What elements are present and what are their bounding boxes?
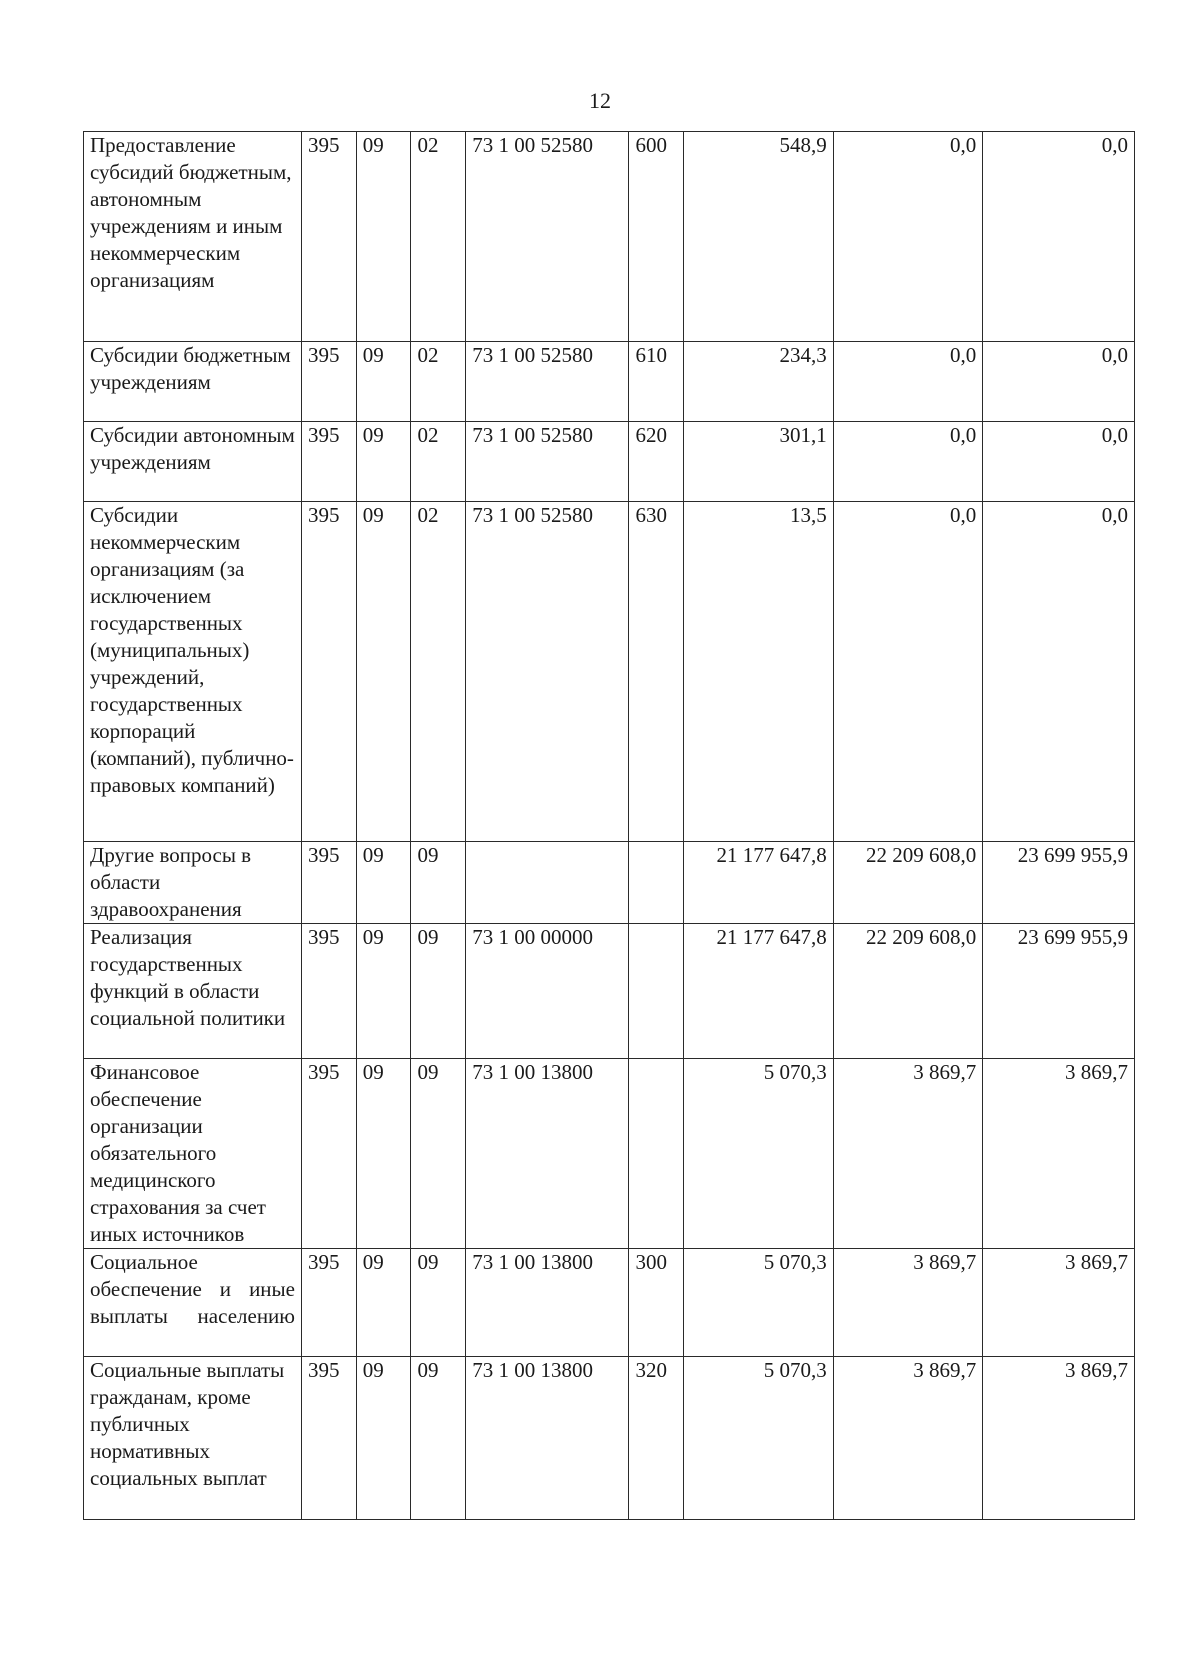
table-row	[84, 842, 1135, 924]
col-year1: 5 070,3	[684, 1059, 834, 1249]
col-rz: 09	[356, 342, 411, 422]
col-year3: 0,0	[983, 422, 1135, 502]
col-year3: 3 869,7	[983, 1059, 1135, 1249]
col-csr: 73 1 00 13800	[466, 1059, 629, 1249]
col-gr: 395	[301, 422, 356, 502]
col-csr: 73 1 00 00000	[466, 924, 629, 1059]
page-number: 12	[589, 88, 611, 113]
table-row	[84, 342, 1135, 422]
col-rz: 09	[356, 842, 411, 924]
col-pr: 02	[411, 502, 466, 842]
col-year1: 21 177 647,8	[684, 924, 834, 1059]
col-vr: 600	[629, 132, 684, 342]
col-gr: 395	[301, 1059, 356, 1249]
col-year1: 301,1	[684, 422, 834, 502]
col-pr: 09	[411, 1357, 466, 1520]
col-csr: 73 1 00 52580	[466, 342, 629, 422]
col-year3: 23 699 955,9	[983, 842, 1135, 924]
col-rz: 09	[356, 422, 411, 502]
col-year1: 5 070,3	[684, 1249, 834, 1357]
col-year1: 234,3	[684, 342, 834, 422]
col-vr: 620	[629, 422, 684, 502]
col-year2: 0,0	[833, 132, 983, 342]
col-rz: 09	[356, 502, 411, 842]
col-vr: 300	[629, 1249, 684, 1357]
col-year1: 13,5	[684, 502, 834, 842]
col-gr: 395	[301, 132, 356, 342]
row-name: Социальные выплаты гражданам, кроме публичных нормативных социальных выплат	[84, 1357, 302, 1520]
col-vr	[629, 924, 684, 1059]
col-year3: 3 869,7	[983, 1249, 1135, 1357]
col-year3: 23 699 955,9	[983, 924, 1135, 1059]
row-name: Субсидии бюджетным учреждениям	[84, 342, 302, 422]
col-vr: 630	[629, 502, 684, 842]
col-pr: 02	[411, 422, 466, 502]
col-rz: 09	[356, 1249, 411, 1357]
table-row	[84, 1357, 1135, 1520]
row-name: Предоставление субсидий бюджетным, автономным учреждениям и иным некоммерческим организациям	[84, 132, 302, 342]
row-name: Финансовое обеспечение организации обязательного медицинского страхования за счет иных источников	[84, 1059, 302, 1249]
row-name: Социальное обеспечение и иные выплаты населению	[84, 1249, 302, 1357]
col-year3: 3 869,7	[983, 1357, 1135, 1520]
col-csr: 73 1 00 13800	[466, 1249, 629, 1357]
col-gr: 395	[301, 1357, 356, 1520]
col-rz: 09	[356, 1357, 411, 1520]
col-year1: 21 177 647,8	[684, 842, 834, 924]
budget-table	[83, 131, 1135, 1520]
col-rz: 09	[356, 1059, 411, 1249]
col-vr: 610	[629, 342, 684, 422]
col-rz: 09	[356, 924, 411, 1059]
col-year2: 3 869,7	[833, 1357, 983, 1520]
col-gr: 395	[301, 924, 356, 1059]
col-pr: 09	[411, 842, 466, 924]
table-row	[84, 502, 1135, 842]
col-csr: 73 1 00 52580	[466, 502, 629, 842]
col-csr: 73 1 00 52580	[466, 132, 629, 342]
table-row	[84, 1059, 1135, 1249]
col-csr: 73 1 00 52580	[466, 422, 629, 502]
col-year2: 0,0	[833, 502, 983, 842]
col-year3: 0,0	[983, 342, 1135, 422]
col-year2: 0,0	[833, 422, 983, 502]
col-year3: 0,0	[983, 132, 1135, 342]
col-gr: 395	[301, 342, 356, 422]
col-gr: 395	[301, 842, 356, 924]
col-rz: 09	[356, 132, 411, 342]
col-csr	[466, 842, 629, 924]
col-pr: 09	[411, 924, 466, 1059]
col-year2: 22 209 608,0	[833, 924, 983, 1059]
col-year3: 0,0	[983, 502, 1135, 842]
col-year2: 0,0	[833, 342, 983, 422]
table-row	[84, 924, 1135, 1059]
col-vr	[629, 1059, 684, 1249]
col-year1: 548,9	[684, 132, 834, 342]
table-row	[84, 422, 1135, 502]
row-name: Другие вопросы в области здравоохранения	[84, 842, 302, 924]
col-gr: 395	[301, 502, 356, 842]
table-row	[84, 132, 1135, 342]
col-pr: 02	[411, 342, 466, 422]
row-name: Субсидии автономным учреждениям	[84, 422, 302, 502]
col-vr: 320	[629, 1357, 684, 1520]
col-pr: 09	[411, 1059, 466, 1249]
row-name: Реализация государственных функций в области социальной политики	[84, 924, 302, 1059]
col-pr: 09	[411, 1249, 466, 1357]
col-pr: 02	[411, 132, 466, 342]
table-row	[84, 1249, 1135, 1357]
col-gr: 395	[301, 1249, 356, 1357]
row-name: Субсидии некоммерческим организациям (за исключением государственных (муниципальных) учреждений, государственных корпораций (компаний), публично-правовых компаний)	[84, 502, 302, 842]
col-year2: 3 869,7	[833, 1249, 983, 1357]
col-year2: 22 209 608,0	[833, 842, 983, 924]
col-year2: 3 869,7	[833, 1059, 983, 1249]
col-year1: 5 070,3	[684, 1357, 834, 1520]
col-csr: 73 1 00 13800	[466, 1357, 629, 1520]
col-vr	[629, 842, 684, 924]
